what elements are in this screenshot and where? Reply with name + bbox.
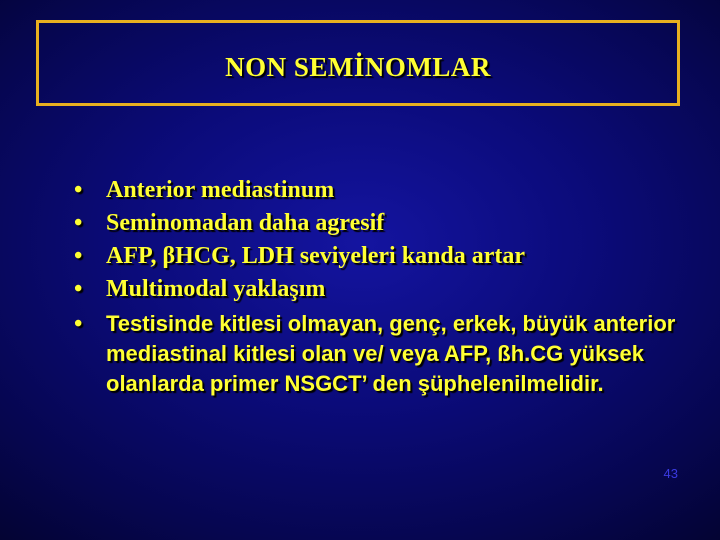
page-number: 43 (663, 466, 678, 481)
bullet-text: Anterior mediastinum (106, 177, 335, 203)
bullet-item (74, 309, 684, 399)
bullet-icon: • (74, 276, 83, 302)
bullet-item (74, 240, 684, 273)
bullet-icon: • (74, 311, 83, 337)
bullet-icon: • (74, 177, 83, 203)
bullet-text: AFP, βHCG, LDH seviyeleri kanda artar (106, 243, 526, 269)
bullet-text: Seminomadan daha agresif (106, 210, 385, 236)
bullet-item (74, 207, 684, 240)
bullet-item (74, 273, 684, 306)
bullet-list (74, 174, 684, 399)
title-box (36, 20, 680, 106)
bullet-text: Multimodal yaklaşım (106, 276, 326, 302)
slide-title: NON SEMİNOMLAR (225, 51, 491, 82)
bullet-icon: • (74, 243, 83, 269)
bullet-text: Testisinde kitlesi olmayan, genç, erkek, büyük anterior mediastinal kitlesi olan ve/ veya AFP, ßh.CG yüksek olanlarda primer NSGCT’ den şüphelenilmelidir. (106, 311, 676, 396)
bullet-icon: • (74, 210, 83, 236)
bullet-item (74, 174, 684, 207)
